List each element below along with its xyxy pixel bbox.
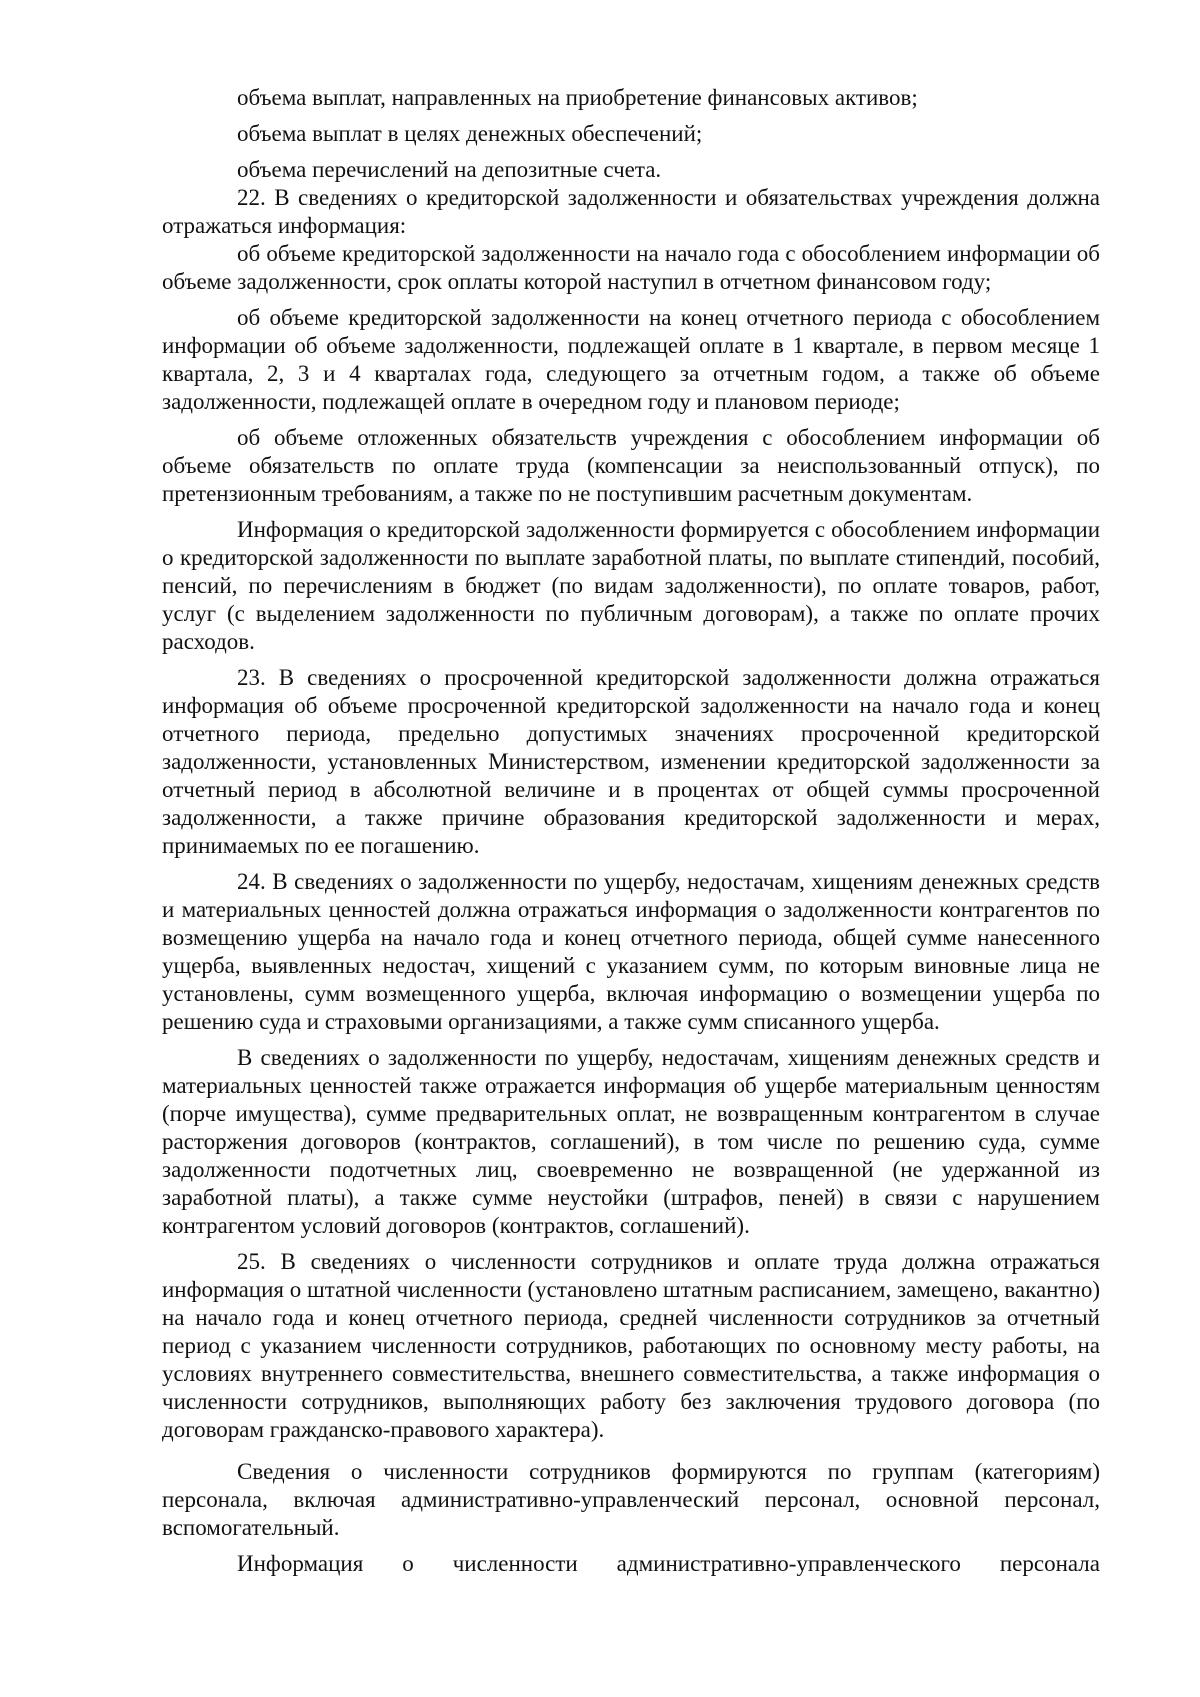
paragraph-payables-end: об объеме кредиторской задолженности на конец отчетного периода с обособлением информации об объеме задолженности, подлежащей оплате в 1 квартале, в первом месяце 1 квартала, 2, 3 и 4 кварталах года, следующего за отчетным годом, а также об объеме задолженности, подлежащей оплате в очередном году и плановом периоде;: [162, 305, 1100, 414]
paragraph-fin-assets: объема выплат, направленных на приобретение финансовых активов;: [237, 85, 918, 110]
paragraph-payables-start: об объеме кредиторской задолженности на начало года с обособлением информации об объеме задолженности, срок оплаты которой наступил в отчетном финансовом году;: [162, 241, 1100, 294]
document-page: [162, 84, 1100, 1578]
paragraph-item-22: 22. В сведениях о кредиторской задолженности и обязательствах учреждения должна отражаться информация:: [162, 185, 1100, 238]
paragraph-item-23: 23. В сведениях о просроченной кредиторской задолженности должна отражаться информация об объеме просроченной кредиторской задолженности на начало года и конец отчетного периода, предельно допустимых значениях просроченной кредиторской задолженности, установленных Министерством, изменении кредиторской задолженности за отчетный период в абсолютной величине и в процентах от общей суммы просроченной задолженности, а также причине образования кредиторской задолженности и мерах, принимаемых по ее погашению.: [162, 665, 1100, 858]
paragraph-damage-info: В сведениях о задолженности по ущербу, недостачам, хищениям денежных средств и материальных ценностей также отражается информация об ущербе материальным ценностям (порче имущества), сумме предварительных оплат, не возвращенным контрагентом в случае расторжения договоров (контрактов, соглашений), в том числе по решению суда, сумме задолженности подотчетных лиц, своевременно не возвращенной (не удержанной из заработной платы), а также сумме неустойки (штрафов, пеней) в связи с нарушением контрагентом условий договоров (контрактов, соглашений).: [162, 1045, 1100, 1238]
paragraph-deposit-transfers: объема перечислений на депозитные счета.: [237, 157, 662, 182]
paragraph-payables-info: Информация о кредиторской задолженности формируется с обособлением информации о кредиторской задолженности по выплате заработной платы, по выплате стипендий, пособий, пенсий, по перечислениям в бюджет (по видам задолженности), по оплате товаров, работ, услуг (с выделением задолженности по публичным договорам), а также по оплате прочих расходов.: [162, 517, 1100, 654]
paragraph-item-25: 25. В сведениях о численности сотрудников и оплате труда должна отражаться информация о штатной численности (установлено штатным расписанием, замещено, вакантно) на начало года и конец отчетного периода, средней численности сотрудников за отчетный период с указанием численности сотрудников, работающих по основному месту работы, на условиях внутреннего совместительства, внешнего совместительства, а также информация о численности сотрудников, выполняющих работу без заключения трудового договора (по договорам гражданско-правового характера).: [162, 1249, 1100, 1442]
paragraph-deferred-obligations: об объеме отложенных обязательств учреждения с обособлением информации об объеме обязательств по оплате труда (компенсации за неиспользованный отпуск), по претензионным требованиям, а также по не поступившим расчетным документам.: [162, 425, 1100, 506]
paragraph-staff-groups: Сведения о численности сотрудников формируются по группам (категориям) персонала, включая административно-управленческий персонал, основной персонал, вспомогательный.: [162, 1459, 1100, 1540]
paragraph-item-24: 24. В сведениях о задолженности по ущербу, недостачам, хищениям денежных средств и материальных ценностей должна отражаться информация о задолженности контрагентов по возмещению ущерба на начало года и конец отчетного периода, общей сумме нанесенного ущерба, выявленных недостач, хищений с указанием сумм, по которым виновные лица не установлены, сумм возмещенного ущерба, включая информацию о возмещении ущерба по решению суда и страховыми организациями, а также сумм списанного ущерба.: [162, 869, 1100, 1034]
paragraph-monetary-support: объема выплат в целях денежных обеспечений;: [237, 121, 703, 146]
paragraph-admin-staff: Информация о численности административно-управленческого персонала: [237, 1551, 1100, 1576]
